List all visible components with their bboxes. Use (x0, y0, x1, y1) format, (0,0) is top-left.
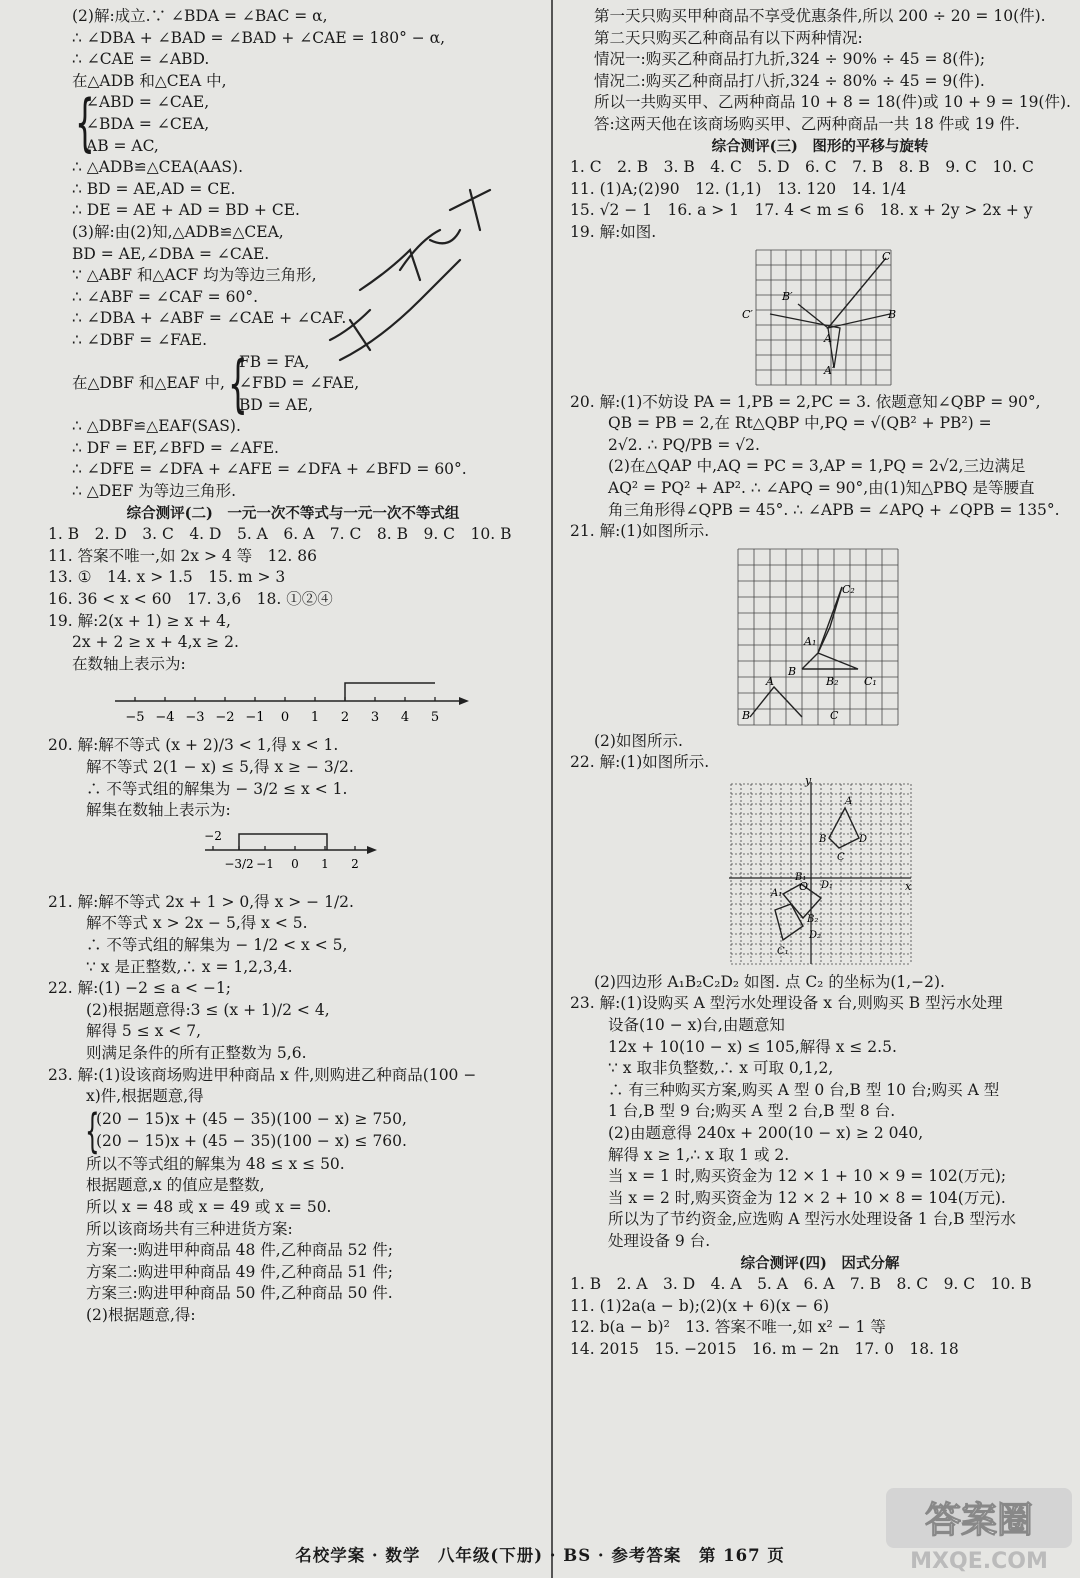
point-label: C₂ (842, 582, 855, 596)
tick-label: −3 (185, 710, 205, 726)
tick-label: −1 (256, 856, 274, 871)
text-line: (2)四边形 A₁B₂C₂D₂ 如图. 点 C₂ 的坐标为(1,−2). (594, 972, 945, 991)
point-label: C (837, 851, 845, 863)
text-line: ∴ ∠DBA + ∠BAD = ∠BAD + ∠CAE = 180° − α, (72, 28, 446, 47)
text-line: 解不等式 x > 2x − 5,得 x < 5. (86, 914, 308, 933)
answer-line: 21. 解:解不等式 2x + 1 > 0,得 x > − 1/2. (48, 892, 354, 911)
figure-19-grid (740, 248, 900, 388)
point-label: D (859, 833, 868, 845)
point-label: B (742, 708, 751, 722)
text-line: (20 − 15)x + (45 − 35)(100 − x) ≤ 760. (96, 1131, 407, 1150)
text-line: ∴ △DBF≌△EAF(SAS). (72, 417, 241, 436)
text-line: (2)如图所示. (594, 731, 683, 750)
text-line: ∴ DE = AE + AD = BD + CE. (72, 201, 300, 220)
section-heading: 综合测评(四) 因式分解 (740, 1254, 900, 1272)
text-line: (2)解:成立.∵ ∠BDA = ∠BAC = α, (72, 7, 328, 25)
answer-line: 21. 解:(1)如图所示. (570, 522, 710, 541)
text-line: x)件,根据题意,得 (86, 1087, 204, 1106)
point-label: B (788, 664, 797, 678)
text-line: 所以该商场共有三种进货方案: (86, 1219, 293, 1238)
text-line: 12x + 10(10 − x) ≤ 105,解得 x ≤ 2.5. (608, 1037, 897, 1056)
answer-line: 11. (1)A;(2)90 12. (1,1) 13. 120 14. 1/4 (570, 179, 907, 198)
tick-label: 2 (351, 856, 359, 871)
text-line: 第二天只购买乙种商品有以下两种情况: (594, 28, 863, 47)
section-heading: 综合测评(三) 图形的平移与旋转 (711, 137, 929, 155)
point-label: A (766, 674, 774, 688)
text-line: 所以为了节约资金,应选购 A 型污水处理设备 1 台,B 型污水 (608, 1210, 1016, 1229)
figure-21-grid (730, 547, 910, 727)
answer-line: 23. 解:(1)设该商场购进甲种商品 x 件,则购进乙种商品(100 − (48, 1065, 477, 1084)
answer-line: 14. 2015 15. −2015 16. m − 2n 17. 0 18. 18 (570, 1339, 959, 1358)
answer-line: 20. 解:解不等式 (x + 2)/3 < 1,得 x < 1. (48, 736, 339, 755)
axis-label: x (905, 879, 912, 893)
text-line: 则满足条件的所有正整数为 5,6. (86, 1043, 307, 1062)
tick-label: 0 (280, 710, 290, 726)
text-line: ∴ 不等式组的解集为 − 3/2 ≤ x < 1. (86, 779, 348, 798)
tick-label: 2 (340, 710, 350, 726)
answer-line: 15. √2 − 1 16. a > 1 17. 4 < m ≤ 6 18. x + 2y > 2x + y (570, 201, 1033, 220)
point-label: B (888, 307, 897, 321)
text-line: 1 台,B 型 9 台;购买 A 型 2 台,B 型 8 台. (608, 1102, 896, 1121)
text-line: ∠FBD = ∠FAE, (238, 374, 360, 393)
text-line: QB = PB = 2,在 Rt△QBP 中,PQ = √(QB² + PB²) = (608, 414, 992, 433)
point-label: A (845, 795, 853, 807)
text-line: (2)由题意得 240x + 200(10 − x) ≥ 2 040, (608, 1124, 924, 1143)
tick-label: −2 (215, 710, 235, 726)
tick-label: −2 (204, 828, 222, 843)
text-line: ∴ ∠DBA + ∠ABF = ∠CAE + ∠CAF. (72, 309, 347, 328)
tick-label: −3/2 (224, 856, 254, 871)
text-line: 设备(10 − x)台,由题意知 (608, 1016, 785, 1035)
point-label: A₁ (804, 634, 817, 648)
text-line: 角三角形得∠QPB = 45°. ∴ ∠APB = ∠APQ + ∠QPB = 135°. (608, 500, 1060, 519)
point-label: A′ (824, 363, 835, 377)
tick-label: 3 (370, 710, 380, 726)
answer-line: 1. B 2. A 3. D 4. A 5. A 6. A 7. B 8. C 9. C 10. B (570, 1275, 1032, 1294)
figure-22-coordinate-grid (725, 778, 915, 968)
answer-line: 11. (1)2a(a − b);(2)(x + 6)(x − 6) (570, 1296, 829, 1315)
point-label: C₁ (777, 945, 789, 957)
equation-system (48, 86, 538, 160)
point-label: B₁ (795, 871, 807, 883)
point-label: A₁ (771, 887, 783, 899)
text-line: (2)根据题意得:3 ≤ (x + 1)/2 < 4, (86, 1000, 330, 1019)
point-label: C′ (742, 307, 753, 321)
brace-symbol: { (227, 346, 248, 420)
text-line: (2)在△QAP 中,AQ = PC = 3,AP = 1,PQ = 2√2,三边满足 (608, 457, 1026, 476)
tick-label: −1 (245, 710, 265, 726)
text-line: 方案一:购进甲种商品 48 件,乙种商品 52 件; (86, 1241, 394, 1260)
text-line: FB = FA, (238, 352, 310, 371)
text-line: 解集在数轴上表示为: (86, 801, 231, 820)
text-line: 第一天只购买甲种商品不享受优惠条件,所以 200 ÷ 20 = 10(件). (594, 7, 1046, 25)
text-line: ∵ x 是正整数,∴ x = 1,2,3,4. (86, 957, 293, 976)
text-line: BD = AE,∠DBA = ∠CAE. (72, 244, 270, 263)
answer-line: 19. 解:如图. (570, 222, 657, 241)
answer-line: 12. b(a − b)² 13. 答案不唯一,如 x² − 1 等 (570, 1318, 886, 1337)
text-line: 在△ADB 和△CEA 中, (72, 71, 227, 90)
text-line: 方案二:购进甲种商品 49 件,乙种商品 51 件; (86, 1262, 394, 1281)
point-label: O (799, 879, 809, 893)
text-line: 2√2. ∴ PQ/PB = √2. (608, 435, 760, 454)
text-line: ∴ ∠DFE = ∠DFA + ∠AFE = ∠DFA + ∠BFD = 60°. (72, 460, 467, 479)
svg-text:MXQE.COM: MXQE.COM (910, 1549, 1048, 1574)
right-column (570, 6, 1070, 1361)
text-line: AQ² = PQ² + AP². ∴ ∠APQ = 90°,由(1)知△PBQ 是等腰直 (608, 478, 1035, 497)
text-line: 所以 x = 48 或 x = 49 或 x = 50. (86, 1197, 332, 1216)
answer-line: 19. 解:2(x + 1) ≥ x + 4, (48, 611, 231, 630)
tick-label: −5 (125, 710, 145, 726)
text-line: 处理设备 9 台. (608, 1232, 711, 1250)
text-line: ∴ 不等式组的解集为 − 1/2 < x < 5, (86, 935, 348, 954)
text-line: ∠BDA = ∠CEA, (86, 114, 210, 133)
brace-symbol: { (75, 86, 95, 160)
text-line: ∵ △ABF 和△ACF 均为等边三角形, (72, 266, 317, 285)
text-line: 所以不等式组的解集为 48 ≤ x ≤ 50. (86, 1154, 345, 1173)
text-line: ∴ DF = EF,∠BFD = ∠AFE. (72, 438, 279, 457)
point-label: B′ (782, 289, 793, 303)
text-line: 答:这两天他在该商场购买甲、乙两种商品一共 18 件或 19 件. (594, 114, 1020, 133)
point-label: C (830, 708, 839, 722)
point-label: C₁ (864, 674, 877, 688)
tick-label: 4 (400, 710, 410, 726)
text-line: 情况二:购买乙种商品打八折,324 ÷ 80% ÷ 45 = 9(件). (594, 71, 985, 90)
answer-line: 1. C 2. B 3. B 4. C 5. D 6. C 7. B 8. B 9. C 10. C (570, 158, 1034, 177)
number-line-2 (203, 826, 383, 888)
text-line: 当 x = 1 时,购买资金为 12 × 1 + 10 × 9 = 102(万元); (608, 1167, 1007, 1186)
answer-line: 13. ① 14. x > 1.5 15. m > 3 (48, 568, 286, 587)
text-line: (2)根据题意,得: (86, 1305, 196, 1324)
text-line: 在△DBF 和△EAF 中, (72, 374, 225, 393)
point-label: B₂ (826, 674, 839, 688)
answer-line: 22. 解:(1) −2 ≤ a < −1; (48, 979, 232, 998)
text-line: ∴ △ADB≌△CEA(AAS). (72, 158, 244, 177)
text-line: 根据题意,x 的值应是整数, (86, 1176, 265, 1195)
text-line: 在数轴上表示为: (72, 654, 186, 673)
text-line: 解不等式 2(1 − x) ≤ 5,得 x ≥ − 3/2. (86, 758, 354, 776)
column-divider (551, 0, 553, 1578)
text-line: (20 − 15)x + (45 − 35)(100 − x) ≥ 750, (96, 1110, 407, 1129)
point-label: D₁ (821, 879, 834, 891)
text-line: ∴ ∠DBF = ∠FAE. (72, 330, 208, 349)
text-line: 所以一共购买甲、乙两种商品 10 + 8 = 18(件)或 10 + 9 = 19(件). (594, 93, 1071, 112)
text-line: BD = AE, (238, 395, 314, 414)
tick-label: 0 (291, 856, 299, 871)
answer-line: 16. 36 < x < 60 17. 3,6 18. ①②④ (48, 590, 333, 609)
text-line: 情况一:购买乙种商品打九折,324 ÷ 90% ÷ 45 = 8(件); (594, 50, 986, 69)
tick-label: −4 (155, 710, 175, 726)
text-line: ∠ABD = ∠CAE, (86, 93, 210, 112)
text-line: 解得 x ≥ 1,∴ x 取 1 或 2. (608, 1145, 790, 1164)
text-line: 解得 5 ≤ x < 7, (86, 1022, 202, 1041)
point-label: D₂ (809, 929, 822, 941)
tick-label: 1 (310, 710, 320, 726)
number-line-1 (113, 679, 473, 731)
answer-line: 20. 解:(1)不妨设 PA = 1,PB = 2,PC = 3. 依题意知∠QBP = 90°, (570, 392, 1041, 411)
point-label: B₂ (807, 913, 819, 925)
text-line: 2x + 2 ≥ x + 4,x ≥ 2. (72, 633, 239, 652)
tick-label: 5 (430, 710, 440, 726)
axis-label: y (805, 777, 812, 787)
text-line: 当 x = 2 时,购买资金为 12 × 2 + 10 × 8 = 104(万元). (608, 1188, 1006, 1207)
text-line: ∴ ∠ABF = ∠CAF = 60°. (72, 287, 258, 306)
text-line: (3)解:由(2)知,△ADB≌△CEA, (72, 222, 284, 241)
point-label: B (819, 833, 827, 845)
point-label: C (882, 249, 891, 263)
answer-line: 11. 答案不唯一,如 2x > 4 等 12. 86 (48, 546, 317, 565)
text-line: ∴ △DEF 为等边三角形. (72, 482, 237, 501)
section-heading: 综合测评(二) 一元一次不等式与一元一次不等式组 (126, 504, 460, 522)
text-line: ∵ x 取非负整数,∴ x 可取 0,1,2, (608, 1059, 834, 1078)
brace-symbol: { (85, 1103, 100, 1158)
text-line: 方案三:购进甲种商品 50 件,乙种商品 50 件. (86, 1284, 393, 1303)
svg-text:答案圈: 答案圈 (924, 1499, 1034, 1541)
text-line: ∴ 有三种购买方案,购买 A 型 0 台,B 型 10 台;购买 A 型 (608, 1080, 1000, 1099)
text-line: ∴ ∠CAE = ∠ABD. (72, 50, 210, 69)
text-line: ∴ BD = AE,AD = CE. (72, 179, 236, 198)
page-footer: 名校学案 · 数学 八年级(下册) · BS · 参考答案 第 167 页 (295, 1546, 785, 1565)
answer-line: 22. 解:(1)如图所示. (570, 753, 710, 772)
answer-line: 23. 解:(1)设购买 A 型污水处理设备 x 台,则购买 B 型污水处理 (570, 994, 1003, 1013)
answer-line: 1. B 2. D 3. C 4. D 5. A 6. A 7. C 8. B 9. C 10. B (48, 525, 512, 544)
handwritten-watermark (300, 170, 530, 390)
tick-label: 1 (321, 856, 329, 871)
text-line: AB = AC, (86, 136, 159, 155)
point-label: A (824, 331, 832, 345)
equation-system (48, 1103, 538, 1158)
